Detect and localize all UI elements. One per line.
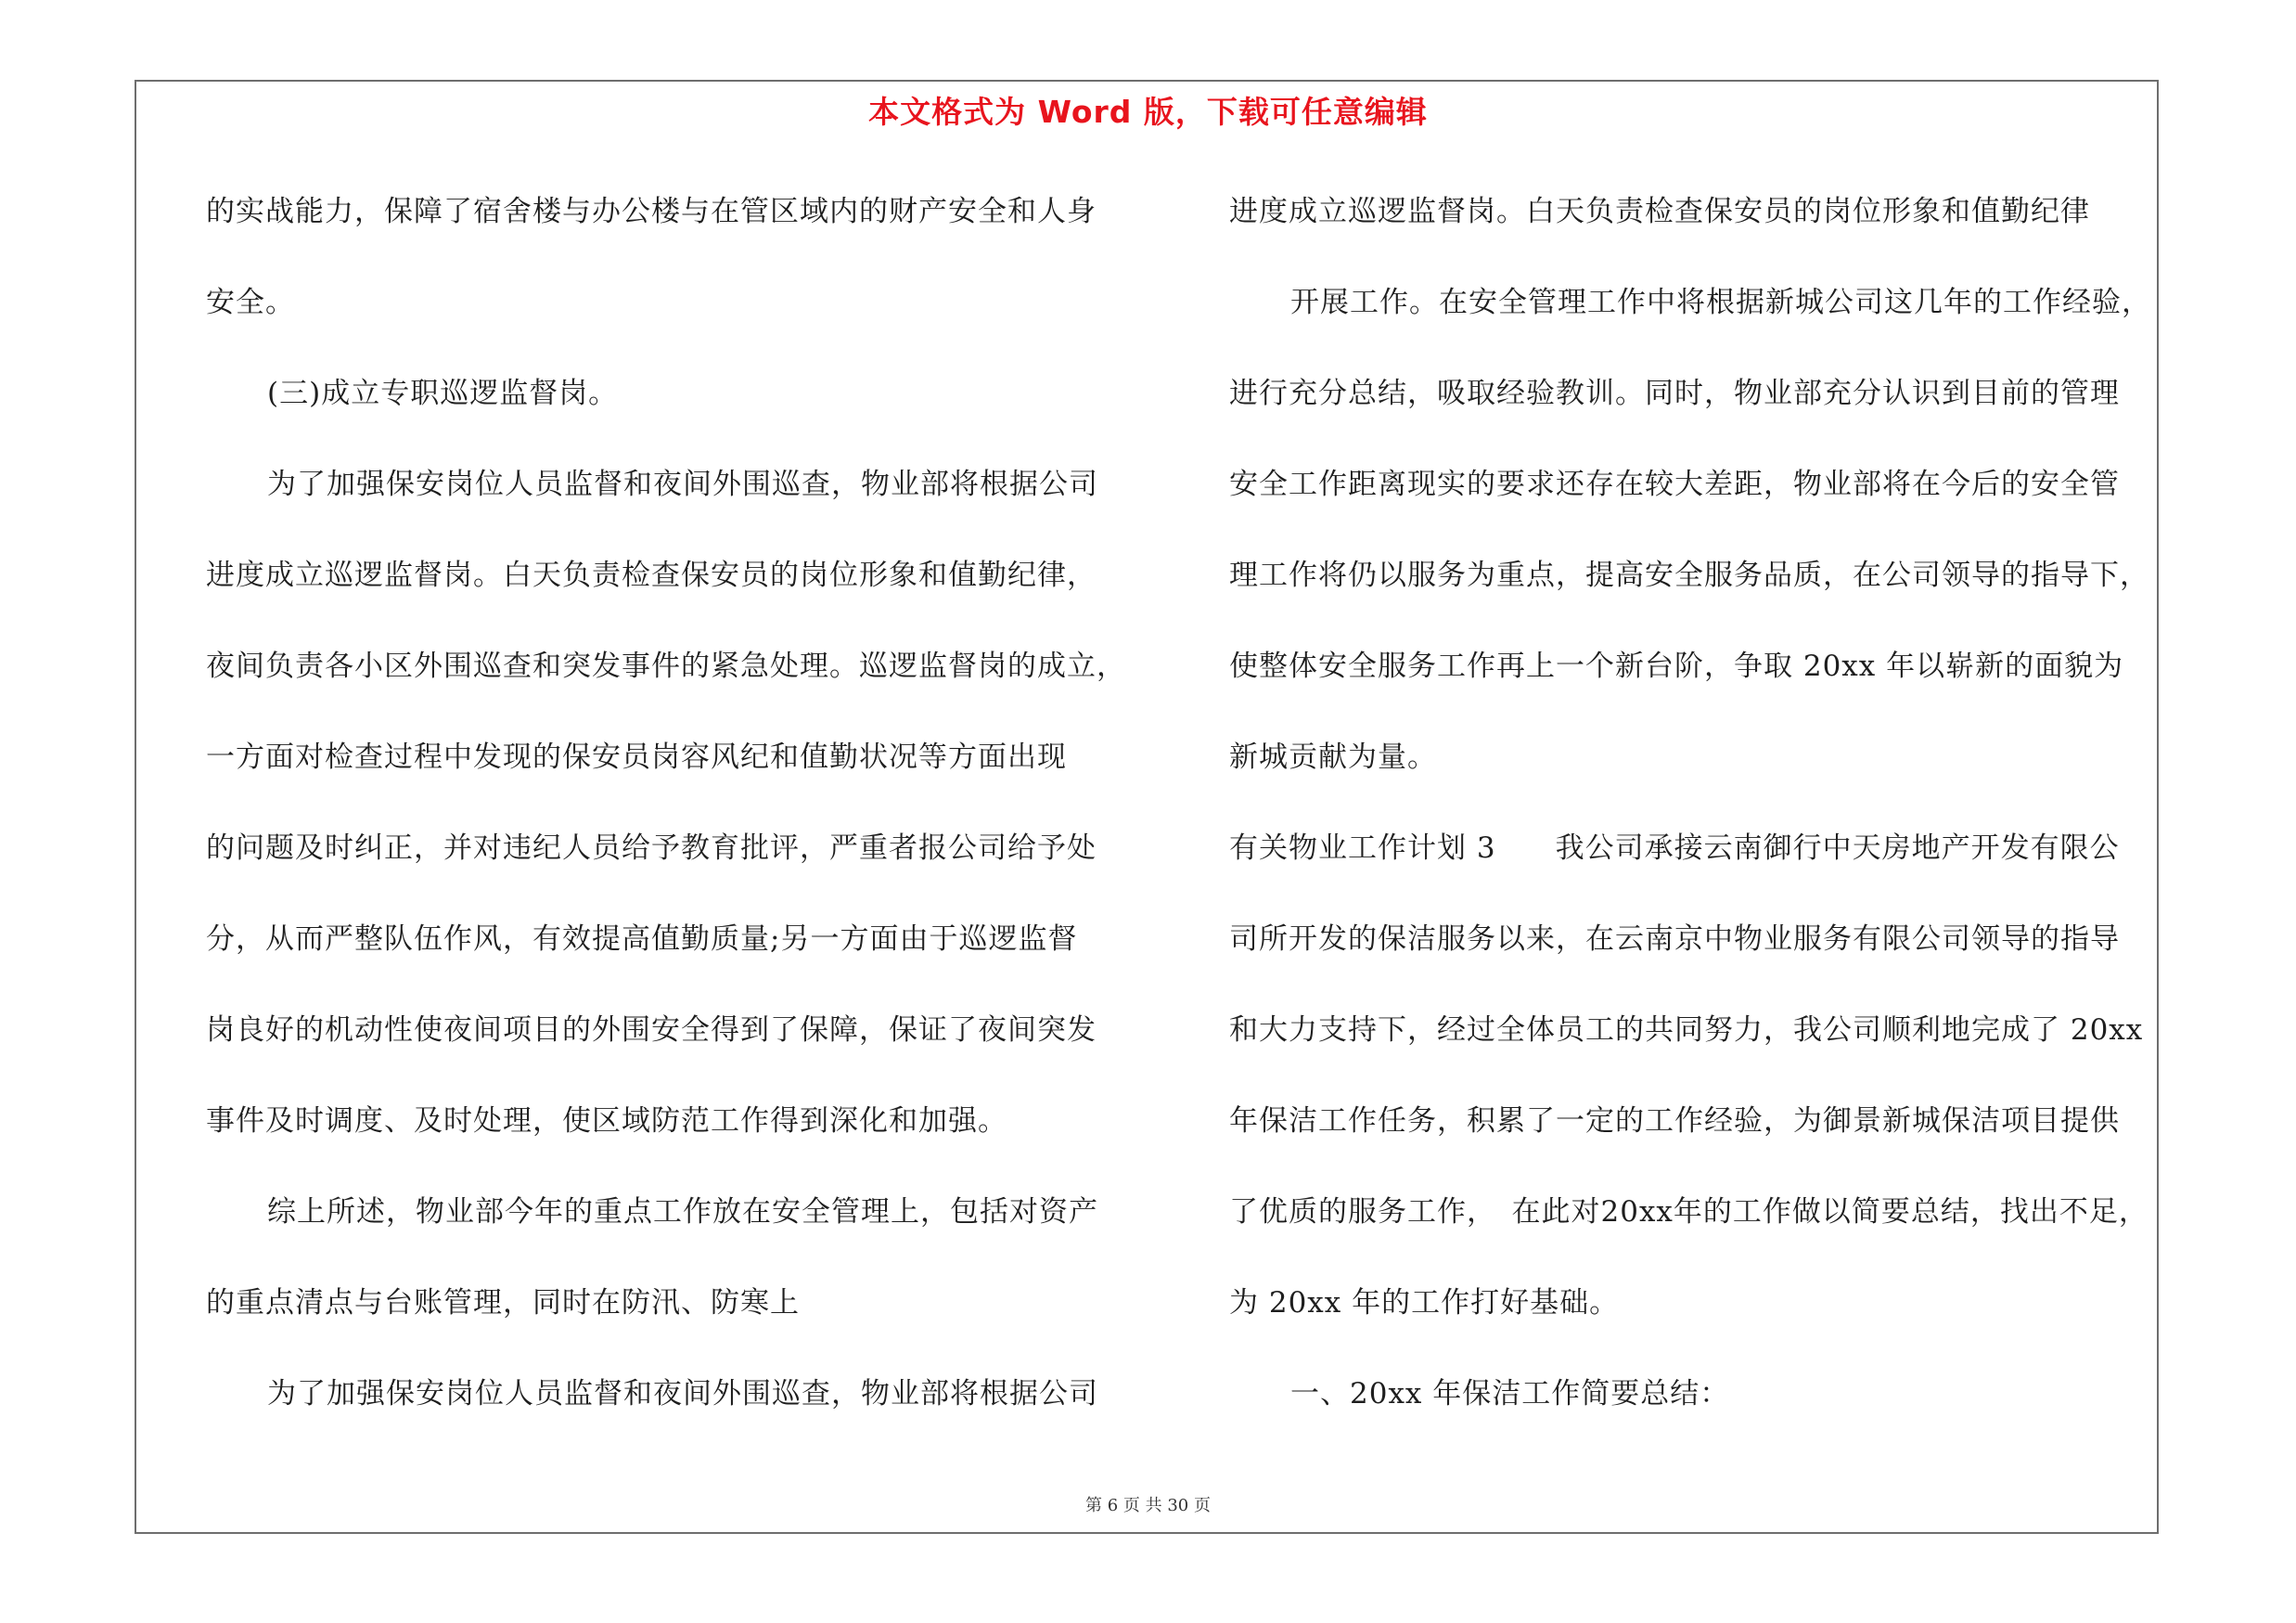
paragraph-line: 安全工作距离现实的要求还存在较大差距，物业部将在今后的安全管: [1229, 468, 2120, 501]
paragraph-line: 进度成立巡逻监督岗。白天负责检查保安员的岗位形象和值勤纪律，: [206, 559, 1097, 592]
paragraph-line: 的重点清点与台账管理，同时在防汛、防寒上: [206, 1286, 800, 1320]
section-title-line: 有关物业工作计划 3 我公司承接云南御行中天房地产开发有限公: [1229, 831, 2120, 865]
paragraph-line: 一方面对检查过程中发现的保安员岗容风纪和值勤状况等方面出现: [206, 741, 1067, 774]
page-number: 第 6 页 共 30 页: [1085, 1496, 1211, 1515]
format-banner: 本文格式为 Word 版，下载可任意编辑: [868, 94, 1428, 130]
paragraph-line: 综上所述，物业部今年的重点工作放在安全管理上，包括对资产: [267, 1195, 1098, 1229]
paragraph-line: 岗良好的机动性使夜间项目的外围安全得到了保障，保证了夜间突发: [206, 1013, 1097, 1047]
paragraph-line: 理工作将仍以服务为重点，提高安全服务品质，在公司领导的指导下，: [1229, 559, 2149, 592]
paragraph-line: 司所开发的保洁服务以来，在云南京中物业服务有限公司领导的指导: [1229, 922, 2120, 956]
paragraph-line: 使整体安全服务工作再上一个新台阶，争取 20xx 年以崭新的面貌为: [1229, 650, 2124, 683]
paragraph-line: 事件及时调度、及时处理，使区域防范工作得到深化和加强。: [206, 1104, 1007, 1138]
section-heading: (三)成立专职巡逻监督岗。: [267, 377, 619, 410]
section-heading: 一、20xx 年保洁工作简要总结：: [1290, 1377, 1730, 1410]
paragraph-line: 安全。: [206, 286, 295, 319]
paragraph-line: 的实战能力，保障了宿舍楼与办公楼与在管区域内的财产安全和人身: [206, 195, 1097, 228]
paragraph-line: 新城贡献为量。: [1229, 741, 1437, 774]
paragraph-line: 进度成立巡逻监督岗。白天负责检查保安员的岗位形象和值勤纪律: [1229, 195, 2090, 228]
paragraph-line: 夜间负责各小区外围巡查和突发事件的紧急处理。巡逻监督岗的成立，: [206, 650, 1126, 683]
paragraph-line: 为了加强保安岗位人员监督和夜间外围巡查，物业部将根据公司: [267, 468, 1098, 501]
paragraph-line: 为 20xx 年的工作打好基础。: [1229, 1286, 1620, 1320]
paragraph-line: 和大力支持下，经过全体员工的共同努力，我公司顺利地完成了 20xx: [1229, 1013, 2144, 1047]
paragraph-line: 年保洁工作任务，积累了一定的工作经验，为御景新城保洁项目提供: [1229, 1104, 2120, 1138]
paragraph-line: 为了加强保安岗位人员监督和夜间外围巡查，物业部将根据公司: [267, 1377, 1098, 1410]
paragraph-line: 分，从而严整队伍作风，有效提高值勤质量;另一方面由于巡逻监督: [206, 922, 1078, 956]
paragraph-line: 了优质的服务工作， 在此对20xx年的工作做以简要总结，找出不足，: [1229, 1195, 2148, 1229]
paragraph-line: 开展工作。在安全管理工作中将根据新城公司这几年的工作经验，: [1290, 286, 2151, 319]
paragraph-line: 进行充分总结，吸取经验教训。同时，物业部充分认识到目前的管理: [1229, 377, 2120, 410]
paragraph-line: 的问题及时纠正，并对违纪人员给予教育批评，严重者报公司给予处: [206, 831, 1097, 865]
